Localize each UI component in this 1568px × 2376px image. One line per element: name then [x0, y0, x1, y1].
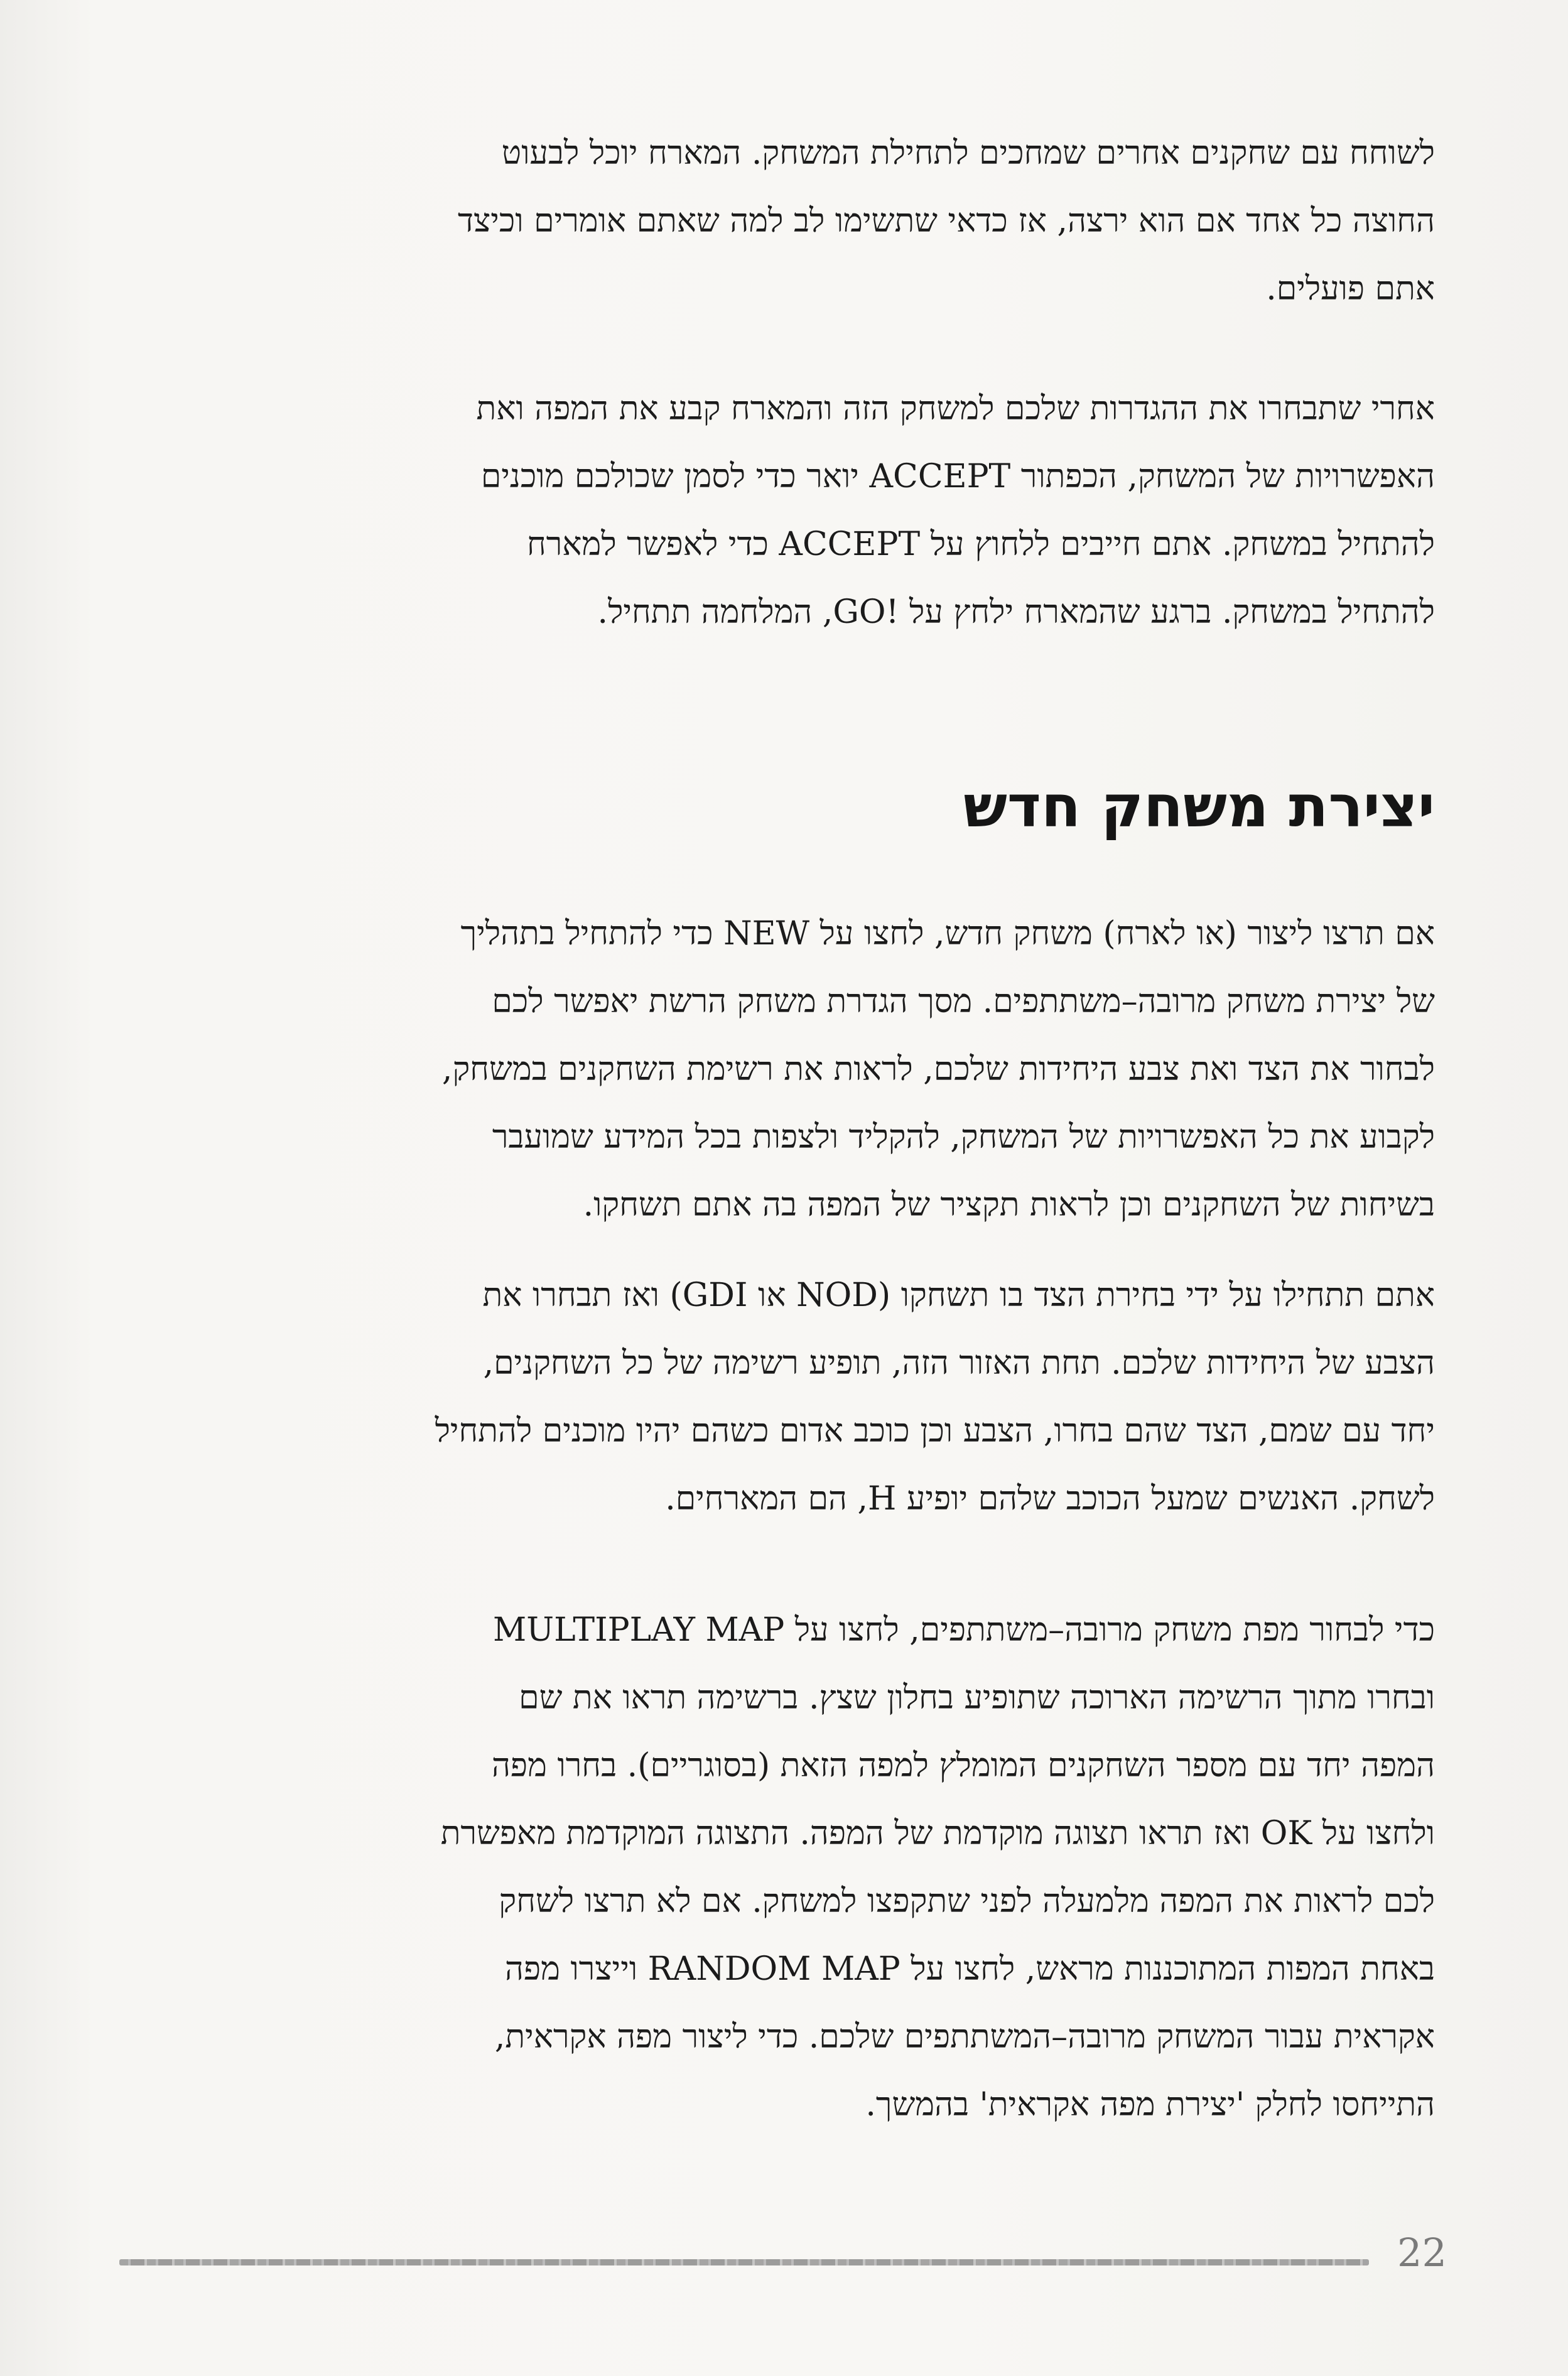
paragraph-intro-continuation: [116, 119, 1435, 323]
text-line: בשיחות של השחקנים וכן לראות תקציר של המפה בה אתם תשחקו.: [583, 1186, 1435, 1224]
text-line: לכם לראות את המפה מלמעלה לפני שתקפצו למשחק. אם לא תרצו לשחק: [499, 1882, 1435, 1920]
text-line: החוצה כל אחד אם הוא ירצה, אז כדאי שתשימו לב למה שאתם אומרים וכיצד: [458, 202, 1435, 240]
text-line: התייחסו לחלק 'יצירת מפה אקראית' בהמשך.: [865, 2086, 1435, 2124]
paragraph-accept-settings: [116, 375, 1435, 646]
text-line: כדי לבחור מפת משחק מרובה–משתתפים, לחצו על MULTIPLAY MAP: [493, 1611, 1435, 1649]
text-line: לבחור את הצד ואת צבע היחידות שלכם, לראות את רשימת השחקנים במשחק,: [441, 1050, 1435, 1088]
paragraph-choose-side: [116, 1261, 1435, 1533]
text-line: להתחיל במשחק. אתם חייבים ללחוץ על ACCEPT כדי לאפשר למארח: [526, 526, 1435, 563]
text-line: לשוחח עם שחקנים אחרים שמחכים לתחילת המשחק. המארח יוכל לבעוט: [501, 134, 1435, 172]
text-line: יחד עם שמם, הצד שהם בחרו, הצבע וכן כוכב אדום כשהם יהיו מוכנים להתחיל: [435, 1412, 1435, 1450]
section-heading: יצירת משחק חדש: [963, 773, 1435, 840]
text-line: המפה יחד עם מספר השחקנים המומלץ למפה הזאת (בסוגריים). בחרו מפה: [491, 1747, 1435, 1785]
text-line: להתחיל במשחק. ברגע שהמארח ילחץ על !GO, המלחמה תתחיל.: [597, 593, 1435, 631]
text-line: לשחק. האנשים שמעל הכוכב שלהם יופיע H, הם המארחים.: [665, 1480, 1435, 1518]
text-line: האפשרויות של המשחק, הכפתור ACCEPT יואר כדי לסמן שכולכם מוכנים: [480, 458, 1435, 495]
text-line: באחת המפות המתוכננות מראש, לחצו על RANDOM MAP וייצרו מפה: [504, 1950, 1435, 1988]
page-number: 22: [1397, 2230, 1447, 2276]
text-line: אתם פועלים.: [1266, 270, 1435, 308]
text-line: הצבע של היחידות שלכם. תחת האזור הזה, תופיע רשימה של כל השחקנים,: [483, 1344, 1435, 1382]
paragraph-new-game: [116, 900, 1435, 1239]
text-line: ובחרו מתוך הרשימה הארוכה שתופיע בחלון שצץ. ברשימה תראו את שם: [519, 1679, 1435, 1717]
text-line: לקבוע את כל האפשרויות של המשחק, להקליד ולצפות בכל המידע שמועבר: [492, 1118, 1435, 1156]
text-line: אתם תתחילו על ידי בחירת הצד בו תשחקו (NOD או GDI) ואז תבחרו את: [482, 1277, 1435, 1314]
footer-divider: [119, 2259, 1369, 2265]
text-line: אחרי שתבחרו את ההגדרות שלכם למשחק הזה והמארח קבע את המפה ואת: [476, 390, 1435, 428]
text-line: אם תרצו ליצור (או לארח) משחק חדש, לחצו על NEW כדי להתחיל בתהליך: [460, 915, 1435, 953]
paragraph-multiplay-map: [116, 1596, 1435, 2139]
text-line: של יצירת משחק מרובה–משתתפים. מסך הגדרת משחק הרשת יאפשר לכם: [492, 983, 1435, 1020]
text-line: אקראית עבור המשחק מרובה–המשתתפים שלכם. כדי ליצור מפה אקראית,: [494, 2018, 1435, 2056]
text-line: ולחצו על OK ואז תראו תצוגה מוקדמת של המפה. התצוגה המוקדמת מאפשרת: [440, 1815, 1435, 1852]
